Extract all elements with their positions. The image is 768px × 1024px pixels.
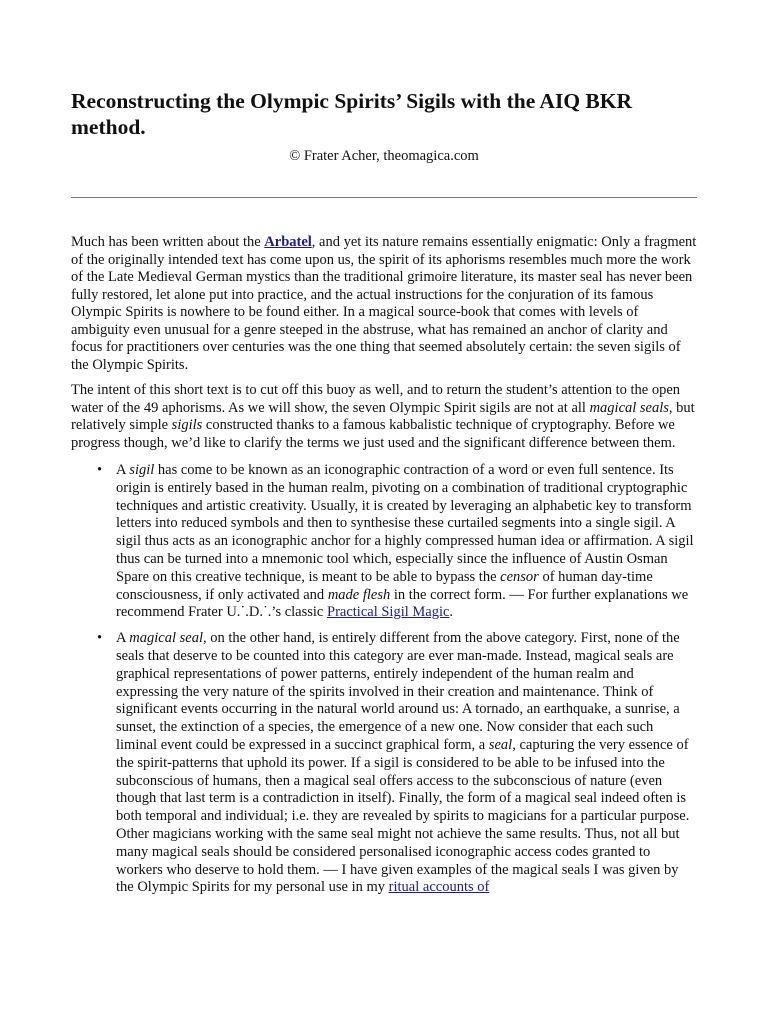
- b1-em-sigil: sigil: [129, 462, 155, 478]
- b1-em-censor: censor: [500, 568, 539, 585]
- b1-text-c: of human day-time consciousness, if only activated and: [116, 568, 653, 603]
- definitions-list: [71, 462, 697, 897]
- author-credit: © Frater Acher, theomagica.com: [289, 148, 479, 164]
- b2-text-c: , capturing the very essence of the spirit-patterns that uphold its power. If a sigil is considered to be able to be infused into the subconscious of humans, then a magical seal offers access to the subconscious of nature (even though that last term is a contradiction in itself). Finally, the form of a magical seal indeed often is both temporal and individual; i.e. they are revealed by spirits to magicians for a particular purpose. Other magicians working with the same seal might not achieve the same results. Thus, not all but many magical seals should be considered personalised iconographic access codes granted to workers who deserve to hold them. — I have given examples of the magical seals I was given by the Olympic Spirits for my personal use in my: [116, 736, 690, 896]
- title-divider: [71, 197, 697, 198]
- intro-paragraph-1: [71, 234, 697, 374]
- p1-text-b: , and yet its nature remains essentially enigmatic: Only a fragment of the originally intended text has come upon us, the spirit of its aphorisms resembles much more the work of the Late Medieval German mystics than the traditional grimoire literature, its master seal has never been fully restored, let alone put into practice, and the actual instructions for the conjuration of its famous Olympic Spirits is nowhere to be found either. In a magical source-book that comes with levels of ambiguity even unusual for a genre steeped in the abstruse, what has remained an anchor of clarity and focus for practitioners over centuries was the one thing that seemed absolutely certain: the seven sigils of the Olympic Spirits.: [71, 234, 697, 373]
- p2-em-sigils: sigils: [171, 417, 203, 433]
- arbatel-link[interactable]: Arbatel: [264, 234, 312, 250]
- b1-text-b: has come to be known as an iconographic contraction of a word or even full sentence. Its origin is entirely based in the human realm, pivoting on a combination of traditional cryptographic techniques and artistic creativity. Usually, it is created by leveraging an alphabetic key to transform letters into reduced symbols and then to synthesise these curtailed segments into a single sigil. A sigil thus acts as an iconographic anchor for a highly compressed human idea or affirmation. A sigil thus can be turned into a mnemonic tool which, especially since the influence of Austin Osman Spare on this creative technique, is meant to be able to bypass the: [116, 462, 694, 585]
- b1-em-made-flesh: made flesh: [327, 586, 391, 603]
- b1-text-a: A: [116, 462, 130, 478]
- b2-em-seal: seal: [488, 736, 513, 753]
- b2-em-magical-seal: magical seal: [129, 630, 203, 647]
- b1-text-e: .: [449, 604, 454, 621]
- p2-text-c: constructed thanks to a famous kabbalistic technique of cryptography. Before we progress though, we’d like to clarify the terms we just used and the significant difference between them.: [71, 417, 676, 451]
- p2-text-a: The intent of this short text is to cut off this buoy as well, and to return the student’s attention to the open water of the 49 aphorisms. As we will show, the seven Olympic Spirit sigils are not at all: [71, 382, 681, 416]
- bullet-icon: •: [97, 630, 103, 647]
- b2-text-a: A: [116, 630, 130, 647]
- intro-paragraph-2: [71, 382, 697, 452]
- list-item-sigil: [97, 462, 697, 622]
- b2-text-b: , on the other hand, is entirely different from the above category. First, none of the seals that deserve to be counted into this category are ever man-made. Instead, magical seals are graphical representations of power patterns, entirely independent of the human realm and expressing the very nature of the spirits involved in their creation and maintenance. Think of significant events occurring in the natural world around us: A tornado, an earthquake, a sunrise, a sunset, the extinction of a species, the emergence of a new one. Now consider that each such liminal event could be expressed in a succinct graphical form, a: [116, 630, 680, 753]
- ritual-accounts-link[interactable]: ritual accounts of: [388, 879, 490, 896]
- practical-sigil-magic-link[interactable]: Practical Sigil Magic: [327, 604, 450, 621]
- bullet-icon: •: [97, 462, 103, 478]
- p2-em-magical-seals: magical seals: [589, 399, 669, 416]
- p1-text-a: Much has been written about the: [71, 234, 265, 250]
- page-title: Reconstructing the Olympic Spirits’ Sigils with the AIQ BKR method.: [71, 89, 633, 139]
- list-item-magical-seal: [97, 630, 697, 897]
- b1-text-d: in the correct form. — For further explanations we recommend Frater U.˙.D.˙.’s classic: [116, 586, 689, 621]
- document-page: [71, 88, 697, 905]
- p2-text-b: , but relatively simple: [71, 399, 695, 433]
